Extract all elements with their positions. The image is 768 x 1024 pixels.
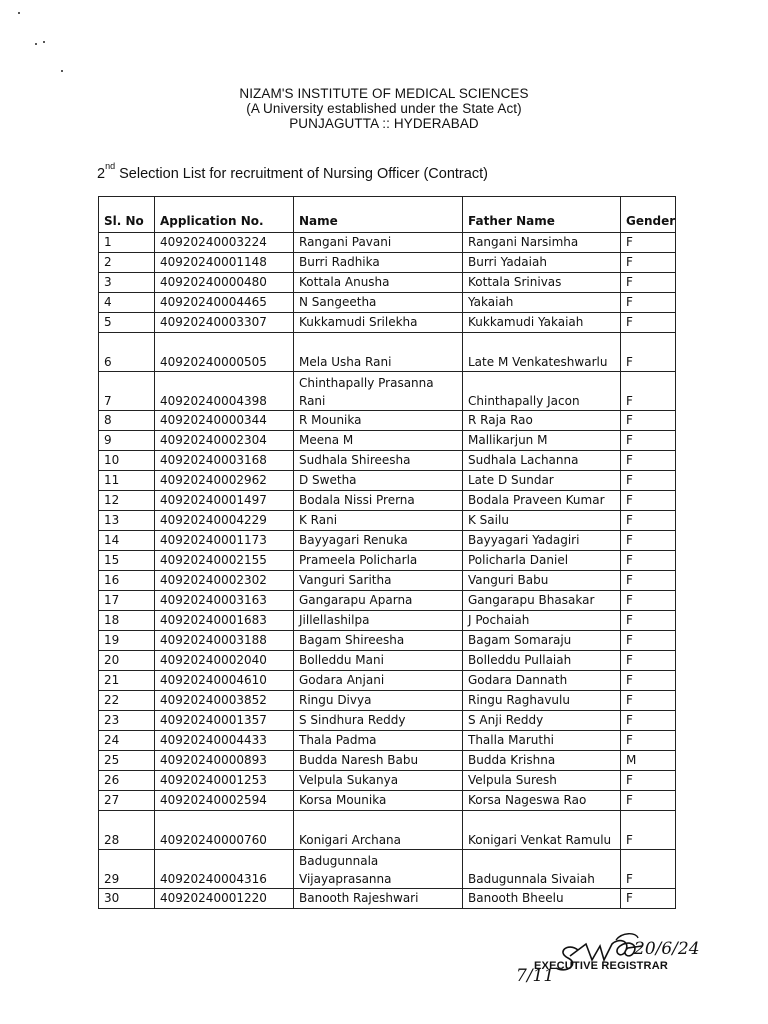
cell-father-name: Late D Sundar [463,471,621,491]
cell-sl-no: 9 [99,431,155,451]
cell-application-no: 40920240001148 [155,253,294,273]
table-row [99,571,676,591]
cell-gender: F [621,889,676,909]
cell-father-name: Badugunnala Sivaiah [463,850,621,889]
cell-gender: F [621,372,676,411]
cell-gender: F [621,273,676,293]
cell-father-name: Burri Yadaiah [463,253,621,273]
table-row [99,631,676,651]
cell-name: Gangarapu Aparna [294,591,463,611]
cell-application-no: 40920240003224 [155,233,294,253]
cell-name: Bodala Nissi Prerna [294,491,463,511]
cell-name: Ringu Divya [294,691,463,711]
cell-father-name: K Sailu [463,511,621,531]
cell-sl-no: 1 [99,233,155,253]
cell-father-name: Yakaiah [463,293,621,313]
cell-father-name: Late M Venkateshwarlu [463,333,621,372]
cell-sl-no: 8 [99,411,155,431]
cell-name: Sudhala Shireesha [294,451,463,471]
table-header-row [99,197,676,233]
cell-application-no: 40920240002155 [155,551,294,571]
cell-name: Bayyagari Renuka [294,531,463,551]
cell-gender: F [621,491,676,511]
cell-father-name: Korsa Nageswa Rao [463,791,621,811]
cell-father-name: Vanguri Babu [463,571,621,591]
table-row [99,671,676,691]
cell-gender: F [621,611,676,631]
cell-name: Badugunnala Vijayaprasanna [294,850,463,889]
cell-sl-no: 3 [99,273,155,293]
table-row [99,889,676,909]
scan-speck [43,41,45,43]
cell-father-name: Bagam Somaraju [463,631,621,651]
cell-application-no: 40920240003852 [155,691,294,711]
cell-application-no: 40920240004229 [155,511,294,531]
list-title [97,161,488,182]
cell-name: Thala Padma [294,731,463,751]
cell-sl-no: 17 [99,591,155,611]
cell-application-no: 40920240002304 [155,431,294,451]
cell-sl-no: 14 [99,531,155,551]
cell-gender: F [621,293,676,313]
cell-sl-no: 4 [99,293,155,313]
cell-sl-no: 2 [99,253,155,273]
table-row [99,591,676,611]
list-title-text: Selection List for recruitment of Nursing Officer (Contract) [115,165,488,182]
cell-sl-no: 15 [99,551,155,571]
cell-father-name: Chinthapally Jacon [463,372,621,411]
cell-sl-no: 30 [99,889,155,909]
table-row [99,411,676,431]
cell-name: Kottala Anusha [294,273,463,293]
cell-application-no: 40920240004433 [155,731,294,751]
cell-sl-no: 13 [99,511,155,531]
table-row [99,611,676,631]
table-row [99,293,676,313]
table-row [99,233,676,253]
cell-name: Korsa Mounika [294,791,463,811]
cell-father-name: Mallikarjun M [463,431,621,451]
cell-father-name: Ringu Raghavulu [463,691,621,711]
table-row [99,791,676,811]
cell-gender: M [621,751,676,771]
cell-father-name: Gangarapu Bhasakar [463,591,621,611]
scan-speck [35,43,37,45]
cell-gender: F [621,631,676,651]
column-header-father-name: Father Name [463,197,621,233]
cell-father-name: Thalla Maruthi [463,731,621,751]
table-row [99,333,676,372]
cell-sl-no: 27 [99,791,155,811]
cell-father-name: Budda Krishna [463,751,621,771]
cell-gender: F [621,451,676,471]
cell-application-no: 40920240001357 [155,711,294,731]
table-row [99,471,676,491]
cell-gender: F [621,411,676,431]
table-row [99,850,676,889]
table-row [99,531,676,551]
column-header-application-no: Application No. [155,197,294,233]
cell-application-no: 40920240002040 [155,651,294,671]
cell-application-no: 40920240003188 [155,631,294,651]
table-row [99,551,676,571]
cell-father-name: Bayyagari Yadagiri [463,531,621,551]
cell-name: Jillellashilpa [294,611,463,631]
cell-gender: F [621,731,676,751]
cell-sl-no: 22 [99,691,155,711]
cell-sl-no: 29 [99,850,155,889]
table-row [99,372,676,411]
institute-status: (A University established under the State Act) [246,101,522,116]
cell-application-no: 40920240003168 [155,451,294,471]
cell-father-name: Bodala Praveen Kumar [463,491,621,511]
cell-application-no: 40920240000505 [155,333,294,372]
table-row [99,273,676,293]
cell-application-no: 40920240002302 [155,571,294,591]
cell-application-no: 40920240004316 [155,850,294,889]
cell-name: Budda Naresh Babu [294,751,463,771]
cell-gender: F [621,551,676,571]
cell-sl-no: 26 [99,771,155,791]
table-row [99,491,676,511]
cell-gender: F [621,671,676,691]
cell-name: Bolleddu Mani [294,651,463,671]
table-row [99,771,676,791]
cell-name: Rangani Pavani [294,233,463,253]
cell-name: Prameela Policharla [294,551,463,571]
cell-gender: F [621,511,676,531]
cell-father-name: Policharla Daniel [463,551,621,571]
institute-location: PUNJAGUTTA :: HYDERABAD [289,116,479,131]
scan-speck [18,12,20,14]
cell-father-name: Banooth Bheelu [463,889,621,909]
executive-registrar-label: EXECUTIVE REGISTRAR [534,960,668,972]
cell-name: K Rani [294,511,463,531]
cell-sl-no: 28 [99,811,155,850]
table-row [99,711,676,731]
column-header-sl-no: Sl. No [99,197,155,233]
table-row [99,731,676,751]
cell-gender: F [621,791,676,811]
table-row [99,691,676,711]
cell-gender: F [621,711,676,731]
cell-gender: F [621,531,676,551]
cell-sl-no: 12 [99,491,155,511]
table-row [99,751,676,771]
selection-table [98,196,676,909]
cell-father-name: S Anji Reddy [463,711,621,731]
cell-father-name: Rangani Narsimha [463,233,621,253]
page-mark: 7/11 [516,966,555,986]
cell-application-no: 40920240003163 [155,591,294,611]
column-header-gender: Gender [621,197,676,233]
cell-gender: F [621,313,676,333]
cell-gender: F [621,253,676,273]
cell-application-no: 40920240000480 [155,273,294,293]
cell-name: S Sindhura Reddy [294,711,463,731]
cell-sl-no: 5 [99,313,155,333]
cell-gender: F [621,651,676,671]
table-row [99,313,676,333]
column-header-name: Name [294,197,463,233]
cell-name: Godara Anjani [294,671,463,691]
cell-application-no: 40920240001173 [155,531,294,551]
cell-name: Kukkamudi Srilekha [294,313,463,333]
cell-sl-no: 20 [99,651,155,671]
cell-name: N Sangeetha [294,293,463,313]
cell-name: Meena M [294,431,463,451]
cell-application-no: 40920240004610 [155,671,294,691]
cell-father-name: Godara Dannath [463,671,621,691]
cell-gender: F [621,233,676,253]
list-title-ordinal-suffix: nd [105,161,116,171]
cell-application-no: 40920240001220 [155,889,294,909]
cell-name: Vanguri Saritha [294,571,463,591]
cell-sl-no: 21 [99,671,155,691]
cell-application-no: 40920240000893 [155,751,294,771]
cell-name: D Swetha [294,471,463,491]
cell-name: Burri Radhika [294,253,463,273]
cell-gender: F [621,471,676,491]
cell-application-no: 40920240001683 [155,611,294,631]
cell-application-no: 40920240000760 [155,811,294,850]
table-row [99,511,676,531]
cell-sl-no: 25 [99,751,155,771]
cell-gender: F [621,811,676,850]
institute-name: NIZAM'S INSTITUTE OF MEDICAL SCIENCES [239,86,529,101]
cell-application-no: 40920240001497 [155,491,294,511]
cell-name: Mela Usha Rani [294,333,463,372]
cell-application-no: 40920240004465 [155,293,294,313]
cell-gender: F [621,333,676,372]
cell-father-name: Kottala Srinivas [463,273,621,293]
cell-father-name: Bolleddu Pullaiah [463,651,621,671]
cell-father-name: R Raja Rao [463,411,621,431]
cell-father-name: Konigari Venkat Ramulu [463,811,621,850]
table-row [99,253,676,273]
cell-sl-no: 6 [99,333,155,372]
cell-sl-no: 24 [99,731,155,751]
table-row [99,431,676,451]
cell-name: R Mounika [294,411,463,431]
cell-application-no: 40920240004398 [155,372,294,411]
cell-father-name: Sudhala Lachanna [463,451,621,471]
table-row [99,811,676,850]
cell-name: Konigari Archana [294,811,463,850]
cell-application-no: 40920240002594 [155,791,294,811]
cell-father-name: J Pochaiah [463,611,621,631]
table-body [99,233,676,909]
cell-gender: F [621,431,676,451]
institute-header [0,86,768,131]
cell-name: Banooth Rajeshwari [294,889,463,909]
cell-application-no: 40920240003307 [155,313,294,333]
cell-gender: F [621,591,676,611]
cell-father-name: Velpula Suresh [463,771,621,791]
cell-name: Bagam Shireesha [294,631,463,651]
cell-father-name: Kukkamudi Yakaiah [463,313,621,333]
cell-sl-no: 7 [99,372,155,411]
cell-gender: F [621,571,676,591]
table-row [99,651,676,671]
cell-sl-no: 19 [99,631,155,651]
cell-application-no: 40920240000344 [155,411,294,431]
cell-gender: F [621,850,676,889]
table-row [99,451,676,471]
cell-gender: F [621,691,676,711]
cell-application-no: 40920240002962 [155,471,294,491]
scan-speck [61,70,63,72]
cell-application-no: 40920240001253 [155,771,294,791]
cell-name: Chinthapally Prasanna Rani [294,372,463,411]
signature-date: 20/6/24 [634,939,700,959]
cell-name: Velpula Sukanya [294,771,463,791]
list-title-ordinal: 2 [97,165,106,182]
cell-sl-no: 11 [99,471,155,491]
cell-sl-no: 18 [99,611,155,631]
cell-sl-no: 23 [99,711,155,731]
cell-sl-no: 16 [99,571,155,591]
cell-sl-no: 10 [99,451,155,471]
cell-gender: F [621,771,676,791]
